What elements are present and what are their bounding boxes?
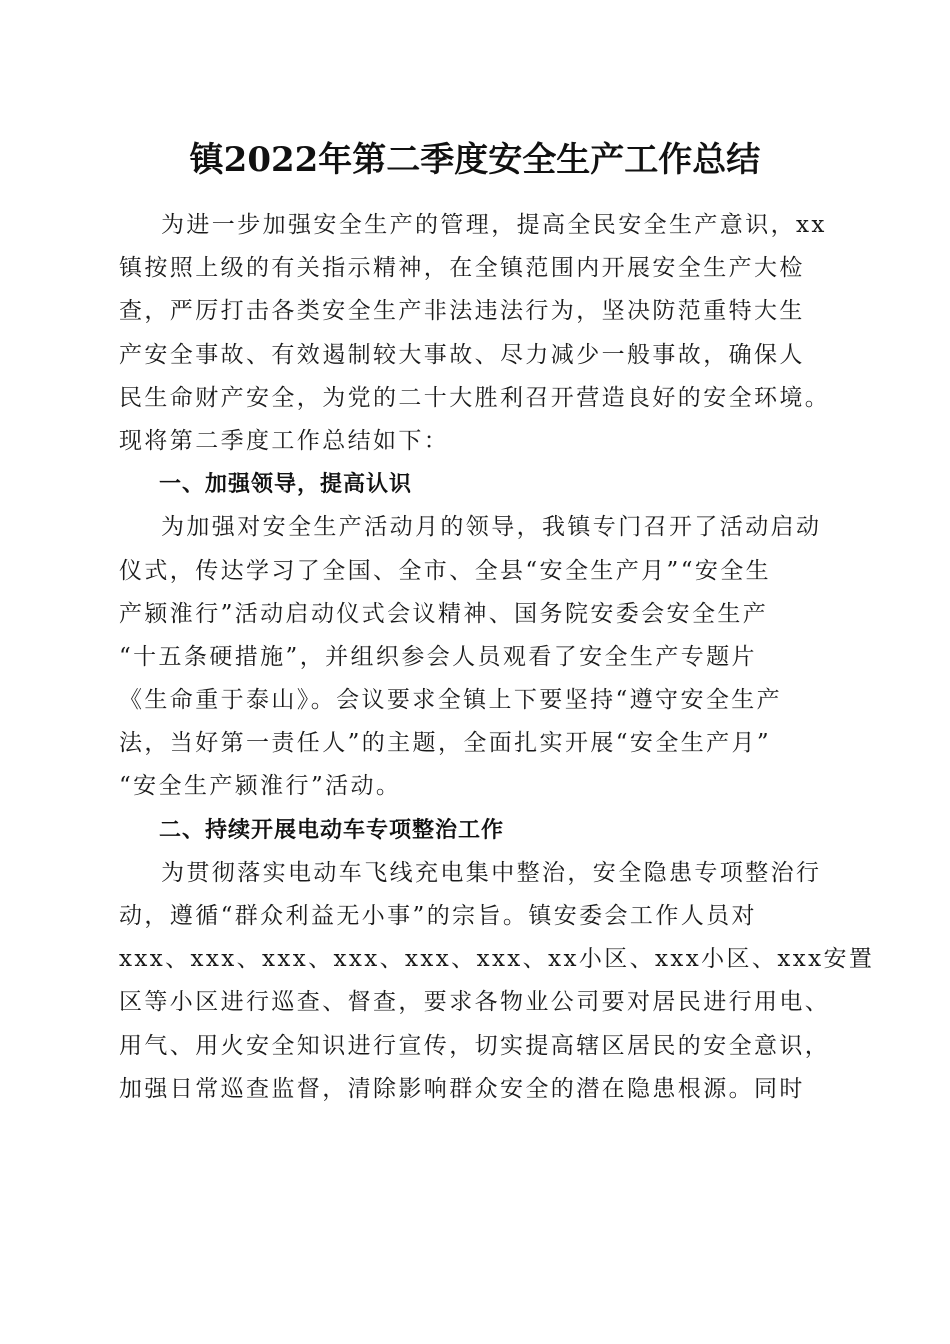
section1-line: 法，当好第一责任人”的主题，全面扎实开展“安全生产月” <box>119 730 772 757</box>
section1-line: “十五条硬措施”，并组织参会人员观看了安全生产专题片 <box>119 643 757 670</box>
section1-line: 产颍淮行”活动启动仪式会议精神、国务院安委会安全生产 <box>119 600 769 627</box>
intro-line: 民生命财产安全，为党的二十大胜利召开营造良好的安全环境。 <box>119 384 831 411</box>
section2-line: 动，遵循“群众利益无小事”的宗旨。镇安委会工作人员对 <box>119 903 757 929</box>
intro-line: 产安全事故、有效遏制较大事故、尽力减少一般事故，确保人 <box>119 341 805 368</box>
section1-line: 《生命重于泰山》。会议要求全镇上下要坚持“遵守安全生产 <box>119 687 783 714</box>
intro-line: 镇按照上级的有关指示精神，在全镇范围内开展安全生产大检 <box>119 255 805 282</box>
section2-line: 区等小区进行巡查、督查，要求各物业公司要对居民进行用电、 <box>119 989 831 1016</box>
document-title: 镇2022年第二季度安全生产工作总结 <box>189 140 761 180</box>
document-body <box>119 204 875 1111</box>
intro-line: 为进一步加强安全生产的管理，提高全民安全生产意识，xx <box>161 212 827 238</box>
section2-line: xxx、xxx、xxx、xxx、xxx、xxx、xx小区、xxx小区、xxx安置 <box>119 946 875 973</box>
section-heading-1: 一、加强领导，提高认识 <box>159 472 413 498</box>
intro-line: 现将第二季度工作总结如下： <box>119 427 450 454</box>
intro-line: 查，严厉打击各类安全生产非法违法行为，坚决防范重特大生 <box>119 298 805 325</box>
section2-line: 为贯彻落实电动车飞线充电集中整治，安全隐患专项整治行 <box>161 859 822 886</box>
section-heading-2: 二、持续开展电动车专项整治工作 <box>159 817 505 843</box>
section1-line: “安全生产颍淮行”活动。 <box>119 773 402 800</box>
section2-line: 用气、用火安全知识进行宣传，切实提高辖区居民的安全意识， <box>119 1032 831 1059</box>
section2-line: 加强日常巡查监督，清除影响群众安全的潜在隐患根源。同时 <box>119 1075 805 1102</box>
section1-line: 为加强对安全生产活动月的领导，我镇专门召开了活动启动 <box>161 514 822 541</box>
section1-line: 仪式，传达学习了全国、全市、全县“安全生产月”“安全生 <box>119 557 772 584</box>
